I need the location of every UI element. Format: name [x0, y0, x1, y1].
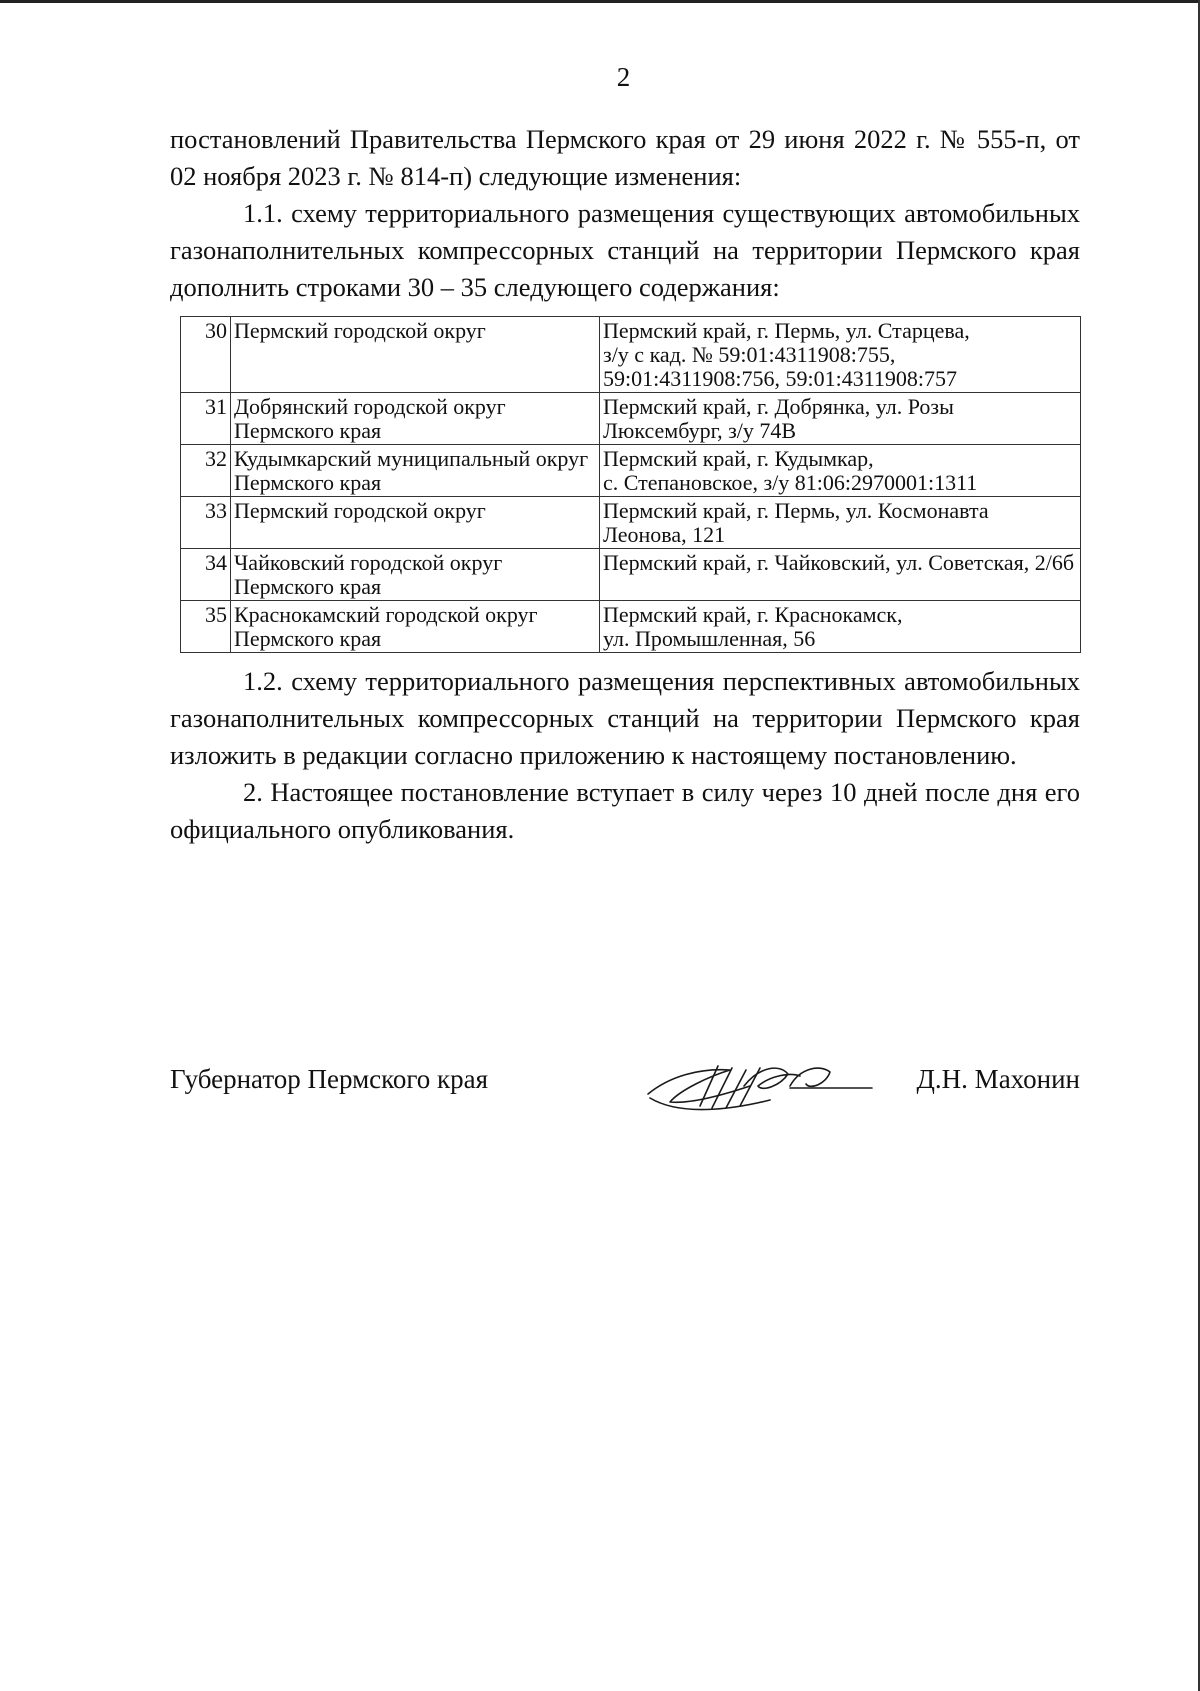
- row-address: Пермский край, г. Пермь, ул. Старцева, з/у с кад. № 59:01:4311908:755, 59:01:4311908:756, 59:01:4311908:757: [600, 317, 1081, 393]
- document-body: [170, 121, 1080, 848]
- row-district: Добрянский городской округ Пермского края: [231, 393, 600, 445]
- item-1-2-paragraph: 1.2. схему территориального размещения перспективных автомобильных газонаполнительных компрессорных станций на территории Пермского края изложить в редакции согласно приложению к настоящему постановлению.: [170, 666, 1080, 770]
- row-number: 30: [181, 317, 231, 393]
- item-1-1-paragraph: 1.1. схему территориального размещения существующих автомобильных газонаполнительных компрессорных станций на территории Пермского края дополнить строками 30 – 35 следующего содержания:: [170, 198, 1080, 302]
- governor-title: Губернатор Пермского края: [170, 1064, 489, 1094]
- stations-table: [180, 316, 1081, 653]
- row-number: 34: [181, 549, 231, 601]
- row-district: Пермский городской округ: [231, 497, 600, 549]
- table-row: [181, 497, 1081, 549]
- signature-block: [170, 1064, 1080, 1124]
- row-address: Пермский край, г. Кудымкар, с. Степановское, з/у 81:06:2970001:1311: [600, 445, 1081, 497]
- row-number: 31: [181, 393, 231, 445]
- row-address: Пермский край, г. Краснокамск, ул. Промышленная, 56: [600, 601, 1081, 653]
- signature-image: [640, 1046, 880, 1126]
- row-district: Кудымкарский муниципальный округ Пермского края: [231, 445, 600, 497]
- page-number: 2: [616, 62, 631, 92]
- row-district: Краснокамский городской округ Пермского края: [231, 601, 600, 653]
- intro-paragraph: постановлений Правительства Пермского края от 29 июня 2022 г. № 555-п, от 02 ноября 2023 г. № 814-п) следующие изменения:: [170, 124, 1080, 191]
- table-row: [181, 317, 1081, 393]
- table-row: [181, 445, 1081, 497]
- table-row: [181, 549, 1081, 601]
- stations-table-body: [181, 317, 1081, 653]
- page-top-edge: [0, 0, 1200, 3]
- row-address: Пермский край, г. Чайковский, ул. Советская, 2/6б: [600, 549, 1081, 601]
- table-row: [181, 393, 1081, 445]
- row-district: Чайковский городской округ Пермского края: [231, 549, 600, 601]
- table-row: [181, 601, 1081, 653]
- item-2-paragraph: 2. Настоящее постановление вступает в силу через 10 дней после дня его официального опубликования.: [170, 777, 1080, 844]
- row-address: Пермский край, г. Пермь, ул. Космонавта Леонова, 121: [600, 497, 1081, 549]
- row-address: Пермский край, г. Добрянка, ул. Розы Люксембург, з/у 74В: [600, 393, 1081, 445]
- row-number: 32: [181, 445, 231, 497]
- row-number: 33: [181, 497, 231, 549]
- row-district: Пермский городской округ: [231, 317, 600, 393]
- governor-name: Д.Н. Махонин: [916, 1064, 1080, 1094]
- row-number: 35: [181, 601, 231, 653]
